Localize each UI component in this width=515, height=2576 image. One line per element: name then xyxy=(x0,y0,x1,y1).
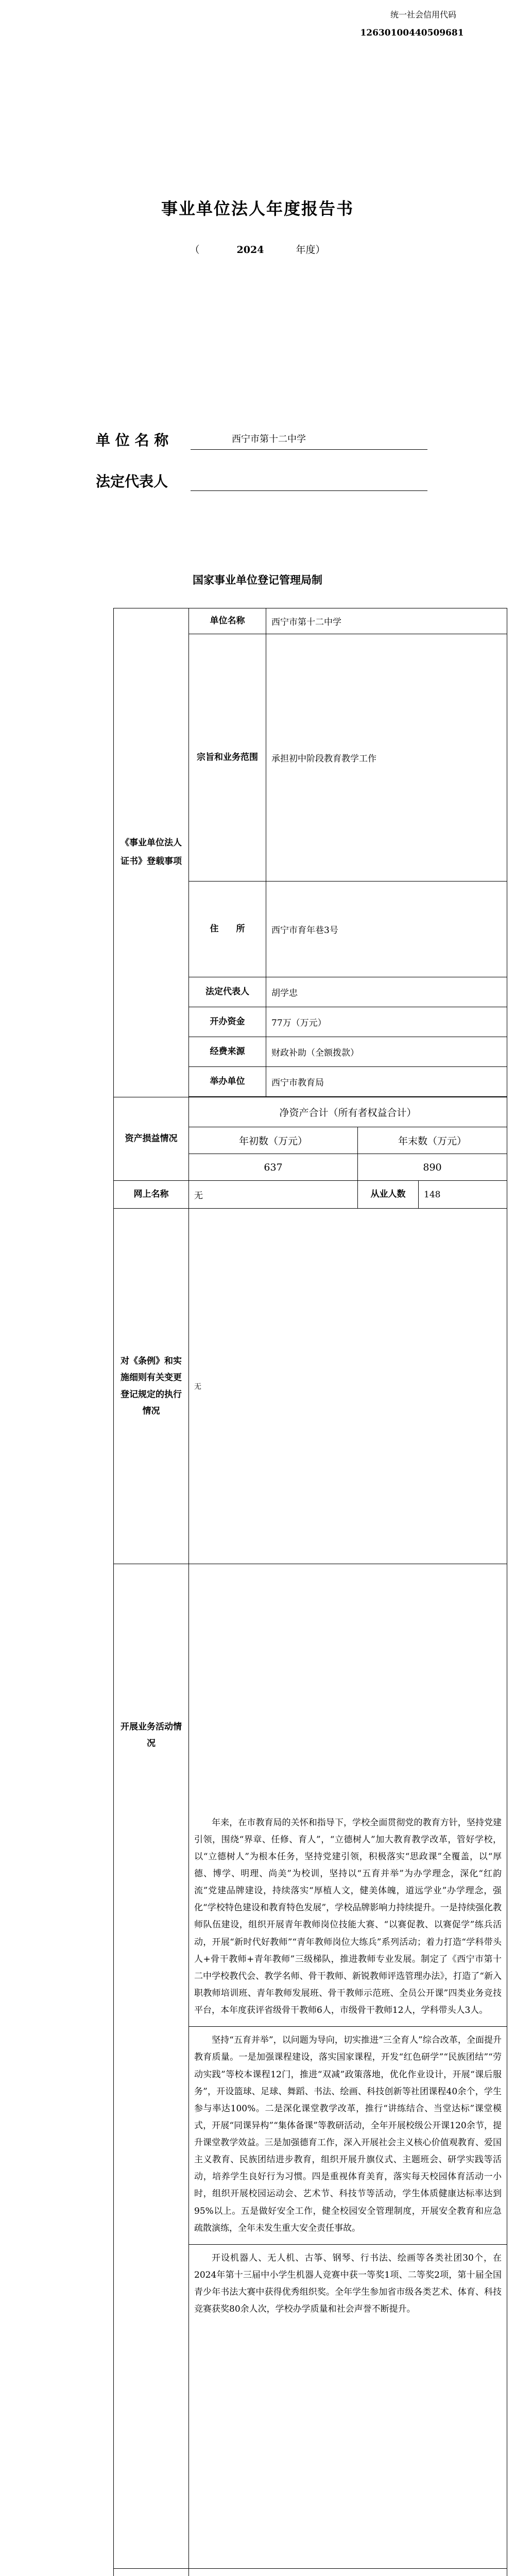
compliance-value xyxy=(189,1209,507,1564)
staff-label: 从业人数 xyxy=(358,1181,419,1209)
legal-rep-label: 法定代表人 xyxy=(189,977,266,1007)
rep-label: 法定代表人 xyxy=(96,473,168,490)
address-value: 西宁市育年巷3号 xyxy=(266,882,507,977)
cert-label: 《事业单位法人证书》登载事项 xyxy=(114,608,189,1097)
credit-code-label: 统一社会信用代码 xyxy=(390,10,456,20)
purpose-label: 宗旨和业务范围 xyxy=(189,634,266,882)
begin-label: 年初数（万元） xyxy=(189,1127,358,1154)
table-unit-name-value: 西宁市第十二中学 xyxy=(266,608,507,634)
year-value: 2024 xyxy=(236,244,264,256)
legal-rep-value: 胡学忠 xyxy=(266,977,507,1007)
end-label: 年末数（万元） xyxy=(358,1127,507,1154)
online-name-value: 无 xyxy=(189,1181,358,1209)
net-assets-label: 净资产合计（所有者权益合计） xyxy=(189,1097,507,1127)
funds-label: 开办资金 xyxy=(189,1007,266,1037)
sponsor-value: 西宁市教育局 xyxy=(266,1067,507,1097)
activity-paragraph-3: 开设机器人、无人机、古筝、钢琴、行书法、绘画等各类社团30个，在2024年第十三届中小学生机器人竞赛中获一等奖1项、二等奖2项，第十届全国青少年书法大赛中获得优秀组织奖。全年学生参加省市级各类艺术、体育、科技竞赛获奖80余人次，学校办学质量和社会声誉不断提升。 xyxy=(194,2252,502,2315)
year-open: （ xyxy=(190,244,200,256)
credit-code-value: 12630100440509681 xyxy=(360,28,464,38)
year-suffix: 年度） xyxy=(296,244,325,256)
assets-label: 资产损益情况 xyxy=(114,1097,189,1181)
activity-content xyxy=(189,1564,507,2569)
compliance-text: 无 xyxy=(194,1382,201,1391)
activity-paragraph-2: 坚持“五育并举”，以问题为导向，切实推进“三全育人”综合改革，全面提升教育质量。一是加强课程建设，落实国家课程，开发“红色研学”“民族团结”“劳动实践”等校本课程12门，推进“双减”政策落地，优化作业设计，开展“课后服务”，开设篮球、足球、舞蹈、书法、绘画、科技创新等社团课程40余个，学生参与率达100%。二是深化课堂教学改革，推行“讲练结合、当堂达标”课堂模式，开展“同课异构”“集体备课”等教研活动，全年开展校级公开课120余节，提升课堂教学效益。三是加强德育工作，深入开展社会主义核心价值观教育、爱国主义教育、民族团结进步教育，组织开展升旗仪式、主题班会、研学实践等活动，培养学生良好行为习惯。四是重视体育美育，落实每天校园体育活动一小时，组织开展校园运动会、艺术节、科技节等活动，学生体质健康达标率达到95%以上。五是做好安全工作，健全校园安全管理制度，开展安全教育和应急疏散演练，全年未发生重大安全责任事故。 xyxy=(194,2035,502,2233)
address-label: 住 所 xyxy=(189,882,266,977)
source-label: 经费来源 xyxy=(189,1037,266,1067)
funds-value: 77万（万元） xyxy=(266,1007,507,1037)
table-unit-name-label: 单位名称 xyxy=(189,608,266,634)
license-value xyxy=(189,2569,507,2576)
unit-name-line xyxy=(191,432,427,450)
staff-value: 148 xyxy=(419,1181,507,1209)
activity-paragraph-1: 年来，在市教育局的关怀和指导下，学校全面贯彻党的教育方针，坚持党建引领，围绕“界章、任修、育人”，“立德树人”加大教育教学改革，管好学校，以“立德树人”为根本任务，坚持党建引领，积极落实“思政课”全覆盖，以“厚德、博学、明理、尚美”为校训，坚持以“五育并举”为办学理念，深化“红韵流”党建品牌建设，持续落实“厚植人文，健美体魄，道远学业”办学理念，强化“学校特色建设和教育特色发展”，学校品牌影响力持续提升。一是持续强化教师队伍建设，组织开展青年教师岗位技能大赛、“以赛促教、以赛促学”练兵活动，开展“新时代好教师”“青年教师岗位大练兵”系列活动；着力打造“学科带头人+骨干教师+青年教师”三级梯队，推进教师专业发展。制定了《西宁市第十二中学校教代会、教学名师、骨干教师、新锐教师评选管理办法》，打造了“新入职教师培训班、青年教师发展班、骨干教师示范班、全员公开课”四类业务竞技平台，本年度获评省级骨干教师6人，市级骨干教师12人，学科带头人3人。 xyxy=(194,1817,502,2016)
report-year xyxy=(0,242,515,256)
unit-name-value: 西宁市第十二中学 xyxy=(232,434,306,445)
report-table xyxy=(113,608,507,2576)
activity-label: 开展业务活动情况 xyxy=(114,1564,189,2569)
sponsor-label: 举办单位 xyxy=(189,1067,266,1097)
unit-name-label: 单 位 名 称 xyxy=(96,432,169,449)
purpose-value: 承担初中阶段教育教学工作 xyxy=(266,634,507,882)
end-value: 890 xyxy=(358,1154,507,1181)
source-value: 财政补助（全额拨款） xyxy=(266,1037,507,1067)
license-label xyxy=(114,2569,189,2576)
compliance-label: 对《条例》和实施细则有关变更登记规定的执行情况 xyxy=(114,1209,189,1564)
registry-org: 国家事业单位登记管理局制 xyxy=(193,573,322,586)
rep-line xyxy=(191,473,427,491)
begin-value: 637 xyxy=(189,1154,358,1181)
page-title: 事业单位法人年度报告书 xyxy=(161,199,354,218)
online-name-label: 网上名称 xyxy=(114,1181,189,1209)
